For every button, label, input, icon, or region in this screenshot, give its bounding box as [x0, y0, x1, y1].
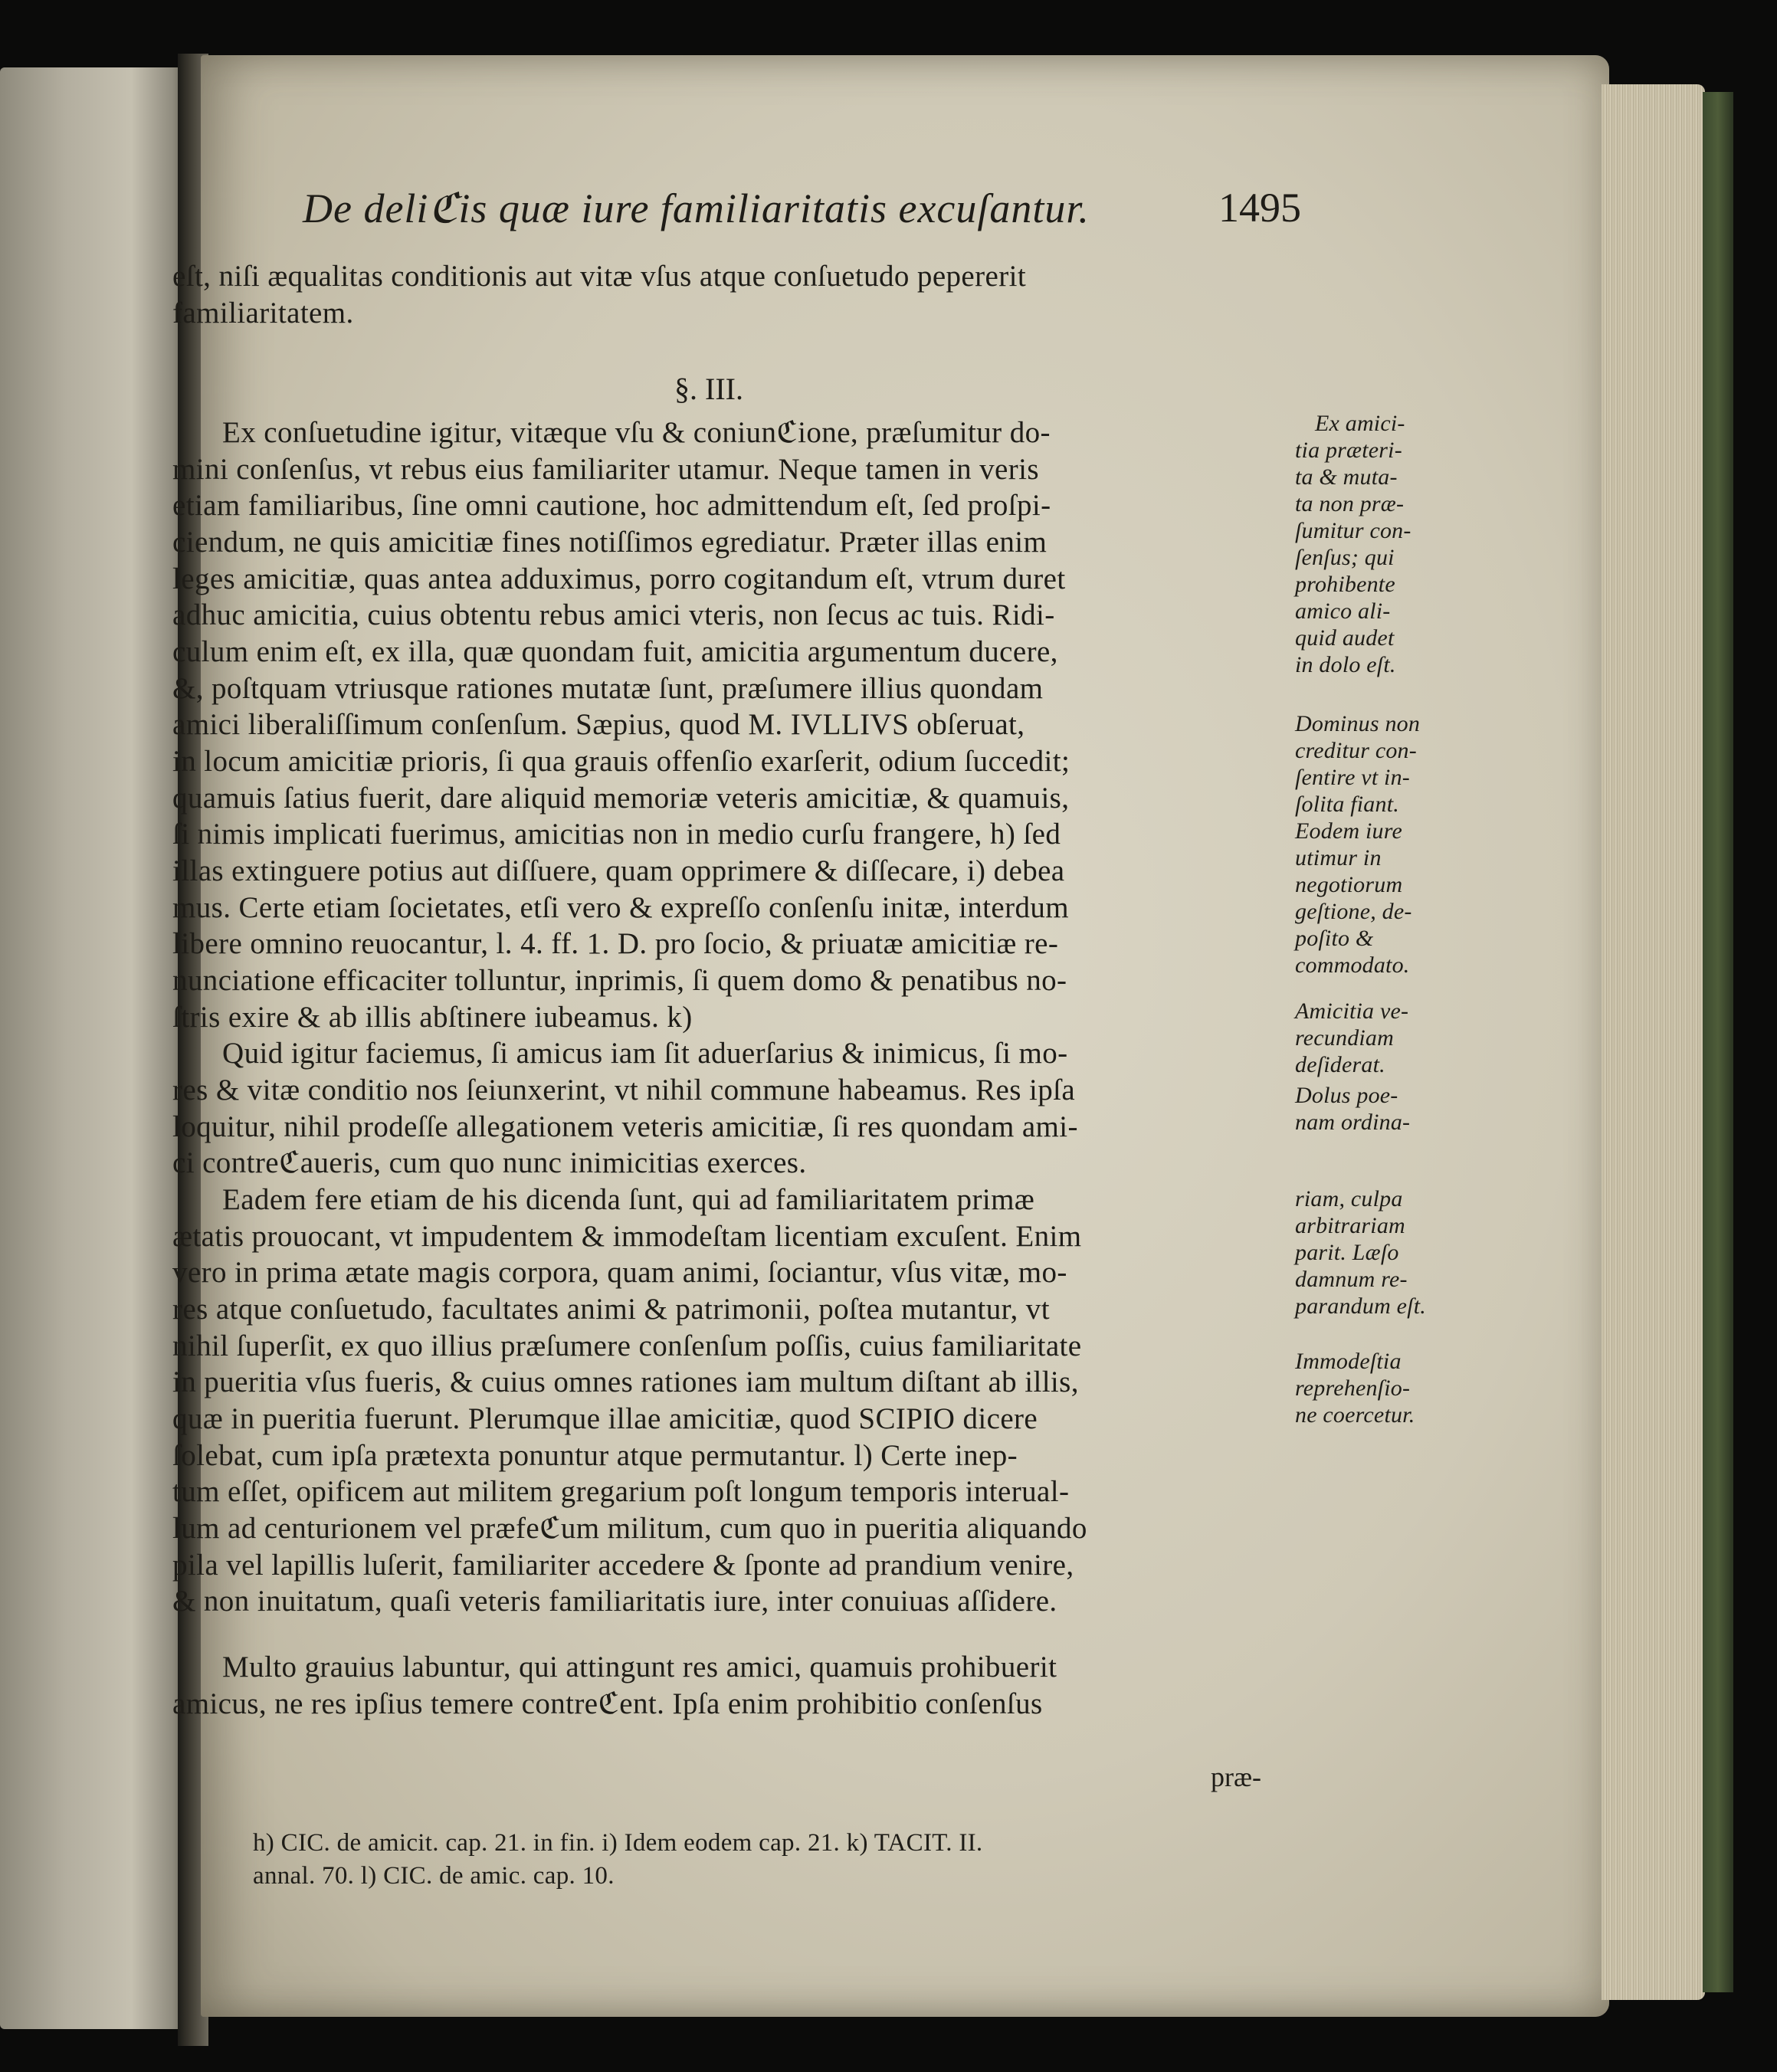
marginal-note-line: amico ali-: [1295, 598, 1391, 624]
marginal-note-line: ſolita fiant.: [1295, 792, 1399, 817]
marginal-note-line: in dolo eſt.: [1295, 652, 1396, 677]
body-line: ci contreℭaueris, cum quo nunc inimicitias exerces.: [172, 1146, 807, 1179]
marginal-note-line: Amicitia ve-: [1295, 998, 1409, 1024]
marginal-note-line: ne coercetur.: [1295, 1402, 1415, 1428]
body-line: res & vitæ conditio nos ſeiunxerint, vt nihil commune habeamus. Res ipſa: [172, 1074, 1076, 1106]
body-line: ſi nimis implicati fuerimus, amicitias non in medio curſu frangere, h) ſed: [172, 818, 1061, 851]
marginal-note-line: nam ordina-: [1295, 1110, 1411, 1135]
body-line: ætatis prouocant, vt impudentem & immodeſtam licentiam excuſent. Enim: [172, 1220, 1082, 1253]
marginal-note-line: geſtione, de-: [1295, 899, 1412, 924]
body-line: pila vel lapillis luſerit, familiariter accedere & ſponte ad prandium venire,: [172, 1549, 1074, 1582]
body-line: loquitur, nihil prodeſſe allegationem veteris amicitiæ, ſi res quondam ami-: [172, 1110, 1078, 1143]
marginal-note-line: arbitrariam: [1295, 1213, 1405, 1238]
marginal-note-line: parandum eſt.: [1295, 1293, 1426, 1319]
body-line: nunciatione efficaciter tolluntur, inprimis, ſi quem domo & penatibus no-: [172, 964, 1067, 997]
body-line: Quid igitur faciemus, ſi amicus iam ſit aduerſarius & inimicus, ſi mo-: [222, 1037, 1068, 1070]
marginal-note-line: creditur con-: [1295, 738, 1417, 763]
marginal-note-line: prohibente: [1295, 572, 1395, 597]
body-line: amici liberaliſſimum conſenſum. Sæpius, quod M. IVLLIVS obſeruat,: [172, 708, 1025, 741]
footnote-line: h) CIC. de amicit. cap. 21. in fin. i) Idem eodem cap. 21. k) TACIT. II.: [253, 1829, 983, 1857]
body-line: & non inuitatum, quaſi veteris familiaritatis iure, inter conuiuas aſſidere.: [172, 1585, 1057, 1618]
section-heading: §. III.: [674, 372, 743, 406]
marginal-note-line: tia præteri-: [1295, 438, 1402, 463]
marginal-note-line: ſumitur con-: [1295, 518, 1411, 543]
body-line: culum enim eſt, ex illa, quæ quondam fuit, amicitia argumentum ducere,: [172, 635, 1058, 668]
body-line: Eadem fere etiam de his dicenda ſunt, qui ad familiaritatem primæ: [222, 1183, 1035, 1216]
book-cover-edge: [1703, 92, 1733, 1992]
marginal-note-line: ſentire vt in-: [1295, 765, 1410, 790]
footnote-line: annal. 70. l) CIC. de amic. cap. 10.: [253, 1862, 615, 1890]
body-line: nihil ſuperſit, ex quo illius præſumere conſenſum poſſis, cuius familiaritate: [172, 1329, 1082, 1362]
body-line: ſolebat, cum ipſa prætexta ponuntur atque permutantur. l) Certe inep-: [172, 1439, 1018, 1472]
marginal-note-line: Dolus poe-: [1295, 1083, 1398, 1108]
body-line: eſt, niſi æqualitas conditionis aut vitæ vſus atque conſuetudo pepererit: [172, 260, 1027, 293]
marginal-note-line: Immodeſtia: [1295, 1349, 1402, 1374]
marginal-note-line: Ex amici-: [1315, 411, 1405, 436]
body-line: Ex conſuetudine igitur, vitæque vſu & coniunℭione, præſumitur do-: [222, 416, 1051, 449]
body-line: quæ in pueritia fuerunt. Plerumque illae amicitiæ, quod SCIPIO dicere: [172, 1402, 1038, 1435]
body-line: &, poſtquam vtriusque rationes mutatæ ſunt, præſumere illius quondam: [172, 672, 1044, 705]
marginal-note-line: quid audet: [1295, 625, 1395, 651]
body-line: ſtris exire & ab illis abſtinere iubeamus. k): [172, 1001, 693, 1034]
page-fore-edge: [1602, 84, 1705, 2000]
marginal-note-line: poſito &: [1295, 926, 1374, 951]
marginal-note-line: ſenſus; qui: [1295, 545, 1395, 570]
marginal-note-line: utimur in: [1295, 845, 1382, 870]
body-line: res atque conſuetudo, facultates animi & patrimonii, poſtea mutantur, vt: [172, 1293, 1050, 1326]
body-line: Multo grauius labuntur, qui attingunt res amici, quamuis prohibuerit: [222, 1651, 1057, 1684]
body-line: familiaritatem.: [172, 297, 354, 329]
body-line: libere omnino reuocantur, l. 4. ff. 1. D. pro ſocio, & priuatæ amicitiæ re-: [172, 927, 1059, 960]
body-line: adhuc amicitia, cuius obtentu rebus amici vteris, non ſecus ac tuis. Ridi-: [172, 598, 1055, 631]
marginal-note-line: deſiderat.: [1295, 1052, 1385, 1077]
marginal-note-line: negotiorum: [1295, 872, 1403, 897]
marginal-note-line: reprehenſio-: [1295, 1375, 1411, 1401]
body-line: leges amicitiæ, quas antea adduximus, porro cogitandum eſt, vtrum duret: [172, 562, 1066, 595]
body-line: vero in prima ætate magis corpora, quam animi, ſociantur, vſus vitæ, mo-: [172, 1256, 1067, 1289]
body-line: mus. Certe etiam ſocietates, etſi vero & expreſſo conſenſu initæ, interdum: [172, 891, 1070, 924]
marginal-note-line: Eodem iure: [1295, 818, 1403, 844]
marginal-note-line: riam, culpa: [1295, 1186, 1403, 1211]
body-line: ciendum, ne quis amicitiæ fines notiſſimos egrediatur. Præter illas enim: [172, 526, 1048, 559]
marginal-note-line: parit. Læſo: [1295, 1240, 1399, 1265]
body-line: amicus, ne res ipſius temere contreℭent. Ipſa enim prohibitio conſenſus: [172, 1687, 1043, 1720]
body-line: lum ad centurionem vel præfeℭum militum, cum quo in pueritia aliquando: [172, 1512, 1087, 1545]
catchword: præ-: [1211, 1762, 1261, 1792]
body-line: in locum amicitiæ prioris, ſi qua grauis offenſio exarſerit, odium ſuccedit;: [172, 745, 1070, 778]
marginal-note-line: ta & muta-: [1295, 464, 1398, 490]
marginal-note-line: damnum re-: [1295, 1267, 1408, 1292]
body-line: tum eſſet, opificem aut militem gregarium poſt longum temporis interual-: [172, 1475, 1070, 1508]
previous-page-edge: [0, 67, 188, 2029]
marginal-note-line: recundiam: [1295, 1025, 1394, 1051]
body-line: in pueritia vſus fueris, & cuius omnes rationes iam multum diſtant ab illis,: [172, 1365, 1079, 1398]
running-header-title: De deliℭis quæ iure familiaritatis excuſantur.: [303, 185, 1090, 231]
page-number: 1495: [1218, 185, 1301, 231]
marginal-note-line: ta non præ-: [1295, 491, 1405, 516]
marginal-note-line: Dominus non: [1295, 711, 1421, 736]
marginal-note-line: commodato.: [1295, 952, 1410, 978]
body-line: quamuis ſatius fuerit, dare aliquid memoriæ veteris amicitiæ, & quamuis,: [172, 782, 1070, 815]
body-line: etiam familiaribus, ſine omni cautione, hoc admittendum eſt, ſed proſpi-: [172, 489, 1051, 522]
body-line: mini conſenſus, vt rebus eius familiariter utamur. Neque tamen in veris: [172, 453, 1039, 486]
body-line: illas extinguere potius aut diſſuere, quam opprimere & diſſecare, i) debea: [172, 854, 1065, 887]
